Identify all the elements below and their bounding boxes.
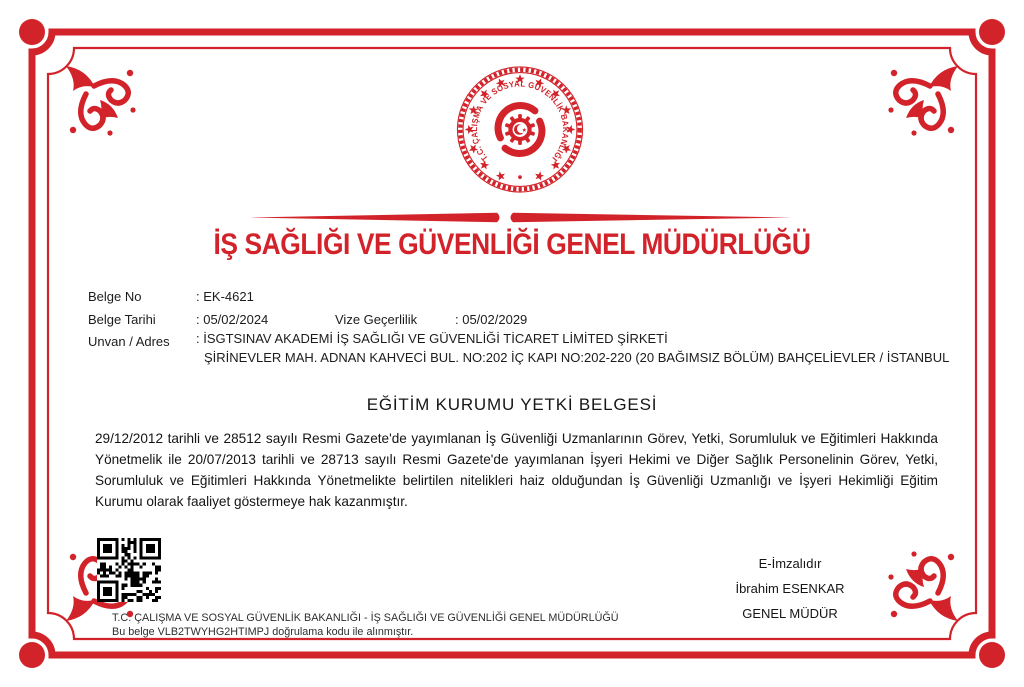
footer-verification-line: Bu belge VLB2TWYHG2HTIMPJ doğrulama kodu ile alınmıştır.	[112, 626, 414, 638]
ministry-emblem	[450, 58, 590, 201]
belge-tarihi-label: Belge Tarihi	[88, 312, 156, 327]
document-heading: EĞİTİM KURUMU YETKİ BELGESİ	[366, 395, 658, 414]
ornament-bottom-right	[888, 551, 958, 621]
divider	[250, 213, 792, 222]
vize-gecerlilik-label: Vize Geçerlilik	[335, 312, 418, 327]
belge-no-label: Belge No	[88, 289, 142, 304]
gear-crescent-icon	[498, 106, 542, 154]
footer-ministry-line: T.C. ÇALIŞMA VE SOSYAL GÜVENLİK BAKANLIĞI - İŞ SAĞLIĞI VE GÜVENLİĞİ GENEL MÜDÜRLÜĞÜ	[112, 612, 619, 624]
unvan-adres-label: Unvan / Adres	[88, 334, 170, 349]
signature-block	[700, 556, 880, 631]
vize-gecerlilik-value: : 05/02/2029	[455, 312, 528, 327]
belge-tarihi-value: : 05/02/2024	[196, 312, 269, 327]
page-title: İŞ SAĞLIĞI VE GÜVENLİĞİ GENEL MÜDÜRLÜĞÜ	[213, 228, 811, 261]
qr-code-canvas	[97, 538, 161, 602]
unvan-adres-line1: : İSGTSINAV AKADEMİ İŞ SAĞLIĞI VE GÜVENLİĞİ TİCARET LİMİTED ŞİRKETİ	[196, 331, 668, 346]
signer-name: İbrahim ESENKAR	[735, 581, 845, 596]
ornament-top-right	[888, 66, 958, 136]
emblem-curved-text: T.C. ÇALIŞMA VE SOSYAL GÜVENLİK BAKANLIĞI	[469, 78, 571, 164]
document-body-text: 29/12/2012 tarihli ve 28512 sayılı Resmi Gazete'de yayımlanan İş Güvenliği Uzmanlarının Görev, Yetki, Sorumluluk ve Eğitimleri Hakkında Yönetmelik ile 20/07/2013 tarihli ve 28713 sayılı Resmi Gazete'de yayımlanan İşyeri Hekimi ve Diğer Sağlık Personelinin Görev, Yetki, Sorumluluk ve Eğitimleri Hakkında Yönetmelikte belirtilen nitelikleri haiz olduğundan İş Güvenliği Uzmanlığı ve İşyeri Hekimliği Eğitim Kurumu olarak faaliyet göstermeye hak kazanmıştır.	[95, 431, 938, 509]
unvan-adres-line2: ŞİRİNEVLER MAH. ADNAN KAHVECİ BUL. NO:202 İÇ KAPI NO:202-220 (20 BAĞIMSIZ BÖLÜM) BAHÇELİEVLER / İSTANBUL	[204, 350, 950, 365]
ornament-top-left	[66, 66, 136, 136]
qr-code	[97, 538, 161, 602]
belge-no-value: : EK-4621	[196, 289, 254, 304]
bottom-dot-icon	[518, 175, 522, 179]
signer-title: GENEL MÜDÜR	[742, 606, 838, 621]
e-signature-label: E-İmzalıdır	[758, 556, 822, 571]
